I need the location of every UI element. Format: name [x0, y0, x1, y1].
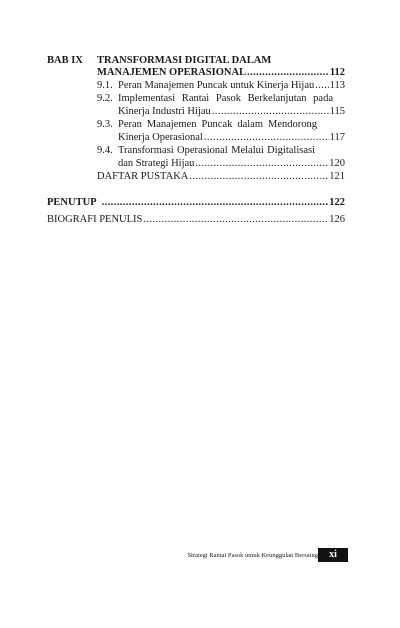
toc-entry-9-1[interactable]: [118, 80, 345, 92]
toc-entry-author-bio[interactable]: [47, 214, 345, 226]
footer-book-title: Strategi Rantai Pasok untuk Keunggulan Bersaing: [187, 552, 318, 559]
author-bio-label: BIOGRAFI PENULIS: [47, 214, 143, 225]
leader-dots: [247, 67, 329, 79]
section-title-line1: Implementasi Rantai Pasok Berkelanjutan pada: [118, 93, 333, 104]
toc-entry-9-4[interactable]: [118, 158, 345, 170]
section-page: 113: [329, 80, 345, 91]
chapter-title-line1: TRANSFORMASI DIGITAL DALAM: [97, 55, 272, 66]
bibliography-label: DAFTAR PUSTAKA: [97, 171, 189, 182]
section-title-line2: dan Strategi Hijau: [118, 158, 195, 169]
closing-label: PENUTUP: [47, 197, 97, 208]
section-number: 9.4.: [97, 145, 113, 156]
section-title-line1: Transformasi Operasional Melalui Digitalisasi: [118, 145, 315, 156]
chapter-title-line2: MANAJEMEN OPERASIONAL: [97, 67, 247, 78]
leader-dots: [102, 197, 329, 209]
section-title-line1: Peran Manajemen Puncak dalam Mendorong: [118, 119, 317, 130]
leader-dots: [143, 214, 328, 226]
footer-page-number: xi: [318, 548, 348, 562]
toc-entry-9-3[interactable]: [118, 132, 345, 144]
section-title: Peran Manajemen Puncak untuk Kinerja Hijau: [118, 80, 315, 91]
toc-entry-9-2[interactable]: [118, 106, 345, 118]
chapter-page: 112: [329, 67, 345, 78]
section-number: 9.2.: [97, 93, 113, 104]
leader-dots: [204, 132, 329, 144]
bibliography-page: 121: [329, 171, 345, 182]
section-page: 117: [329, 132, 345, 143]
toc-entry-closing[interactable]: [47, 197, 345, 209]
chapter-number: BAB IX: [47, 55, 83, 66]
section-title-line2: Kinerja Industri Hijau: [118, 106, 211, 117]
chapter-title-entry[interactable]: [97, 67, 345, 79]
leader-dots: [315, 80, 328, 92]
section-number: 9.3.: [97, 119, 113, 130]
section-number: 9.1.: [97, 80, 113, 91]
section-page: 120: [329, 158, 345, 169]
closing-page: 122: [329, 197, 345, 208]
leader-dots: [189, 171, 328, 183]
section-title-line2: Kinerja Operasional: [118, 132, 203, 143]
section-page: 115: [329, 106, 345, 117]
leader-dots: [212, 106, 329, 118]
toc-entry-bibliography[interactable]: [97, 171, 345, 183]
author-bio-page: 126: [329, 214, 345, 225]
leader-dots: [195, 158, 328, 170]
